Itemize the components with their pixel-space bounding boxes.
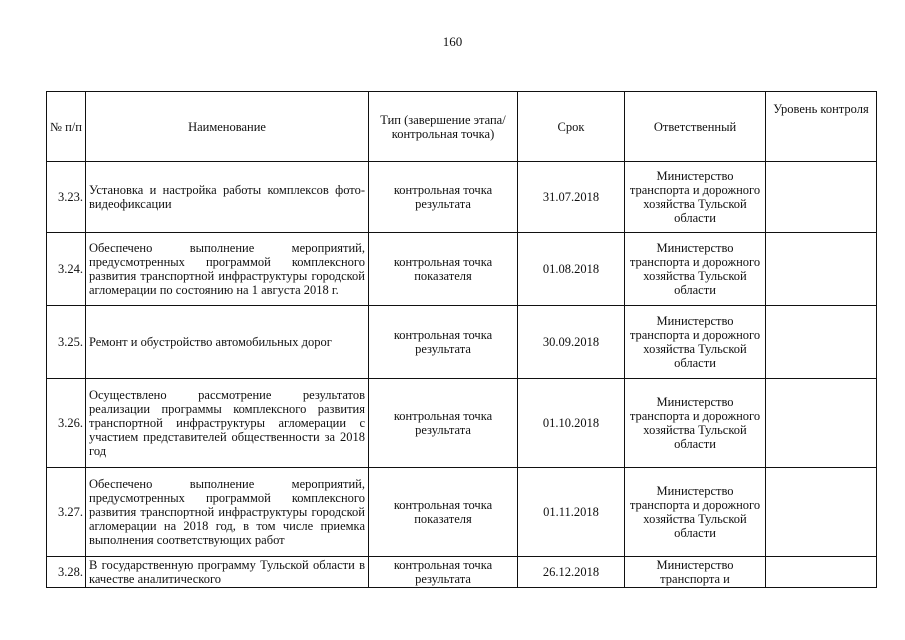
row-responsible-text: Министерство транспорта и (656, 558, 734, 586)
table-row (47, 233, 877, 306)
row-responsible: Министерство транспорта и дорожного хозяйства Тульской области (625, 233, 766, 306)
row-responsible (625, 557, 766, 588)
row-date: 31.07.2018 (518, 162, 625, 233)
row-level (766, 162, 877, 233)
header-responsible: Ответственный (625, 92, 766, 162)
row-level (766, 306, 877, 379)
row-type (369, 557, 518, 588)
row-name-text: В государственную программу Тульской области в качестве аналитического (89, 558, 365, 586)
row-name: Ремонт и обустройство автомобильных дорог (86, 306, 369, 379)
row-type: контрольная точка результата (369, 379, 518, 468)
row-num: 3.23. (47, 162, 86, 233)
row-responsible: Министерство транспорта и дорожного хозяйства Тульской области (625, 379, 766, 468)
row-level (766, 468, 877, 557)
row-level (766, 379, 877, 468)
row-responsible: Министерство транспорта и дорожного хозяйства Тульской области (625, 162, 766, 233)
activities-table (46, 91, 877, 588)
table-row (47, 306, 877, 379)
header-name: Наименование (86, 92, 369, 162)
table-row (47, 162, 877, 233)
row-num: 3.26. (47, 379, 86, 468)
row-name: Осуществлено рассмотрение результатов реализации программы комплексного развития транспортной инфраструктуры агломерации с участием представителей общественности за 2018 год (86, 379, 369, 468)
table-row (47, 557, 877, 588)
row-num: 3.25. (47, 306, 86, 379)
page-number: 160 (442, 34, 463, 49)
row-name: Обеспечено выполнение мероприятий, предусмотренных программой комплексного развития транспортной инфраструктуры городской агломерации по состоянию на 1 августа 2018 г. (86, 233, 369, 306)
row-type: контрольная точка показателя (369, 468, 518, 557)
row-type: контрольная точка показателя (369, 233, 518, 306)
row-type: контрольная точка результата (369, 162, 518, 233)
header-type: Тип (завершение этапа/контрольная точка) (369, 92, 518, 162)
row-name: Установка и настройка работы комплексов фото-видеофиксации (86, 162, 369, 233)
row-level (766, 233, 877, 306)
header-level: Уровень контроля (766, 92, 877, 162)
row-date: 01.10.2018 (518, 379, 625, 468)
row-num: 3.28. (47, 557, 86, 588)
row-num: 3.24. (47, 233, 86, 306)
row-level (766, 557, 877, 588)
row-num: 3.27. (47, 468, 86, 557)
row-date: 26.12.2018 (518, 557, 625, 588)
row-date: 01.11.2018 (518, 468, 625, 557)
row-name (86, 557, 369, 588)
row-type-text: контрольная точка результата (393, 558, 493, 586)
table-header-row (47, 92, 877, 162)
row-type: контрольная точка результата (369, 306, 518, 379)
row-date: 30.09.2018 (518, 306, 625, 379)
row-responsible: Министерство транспорта и дорожного хозяйства Тульской области (625, 306, 766, 379)
table-row (47, 468, 877, 557)
row-responsible: Министерство транспорта и дорожного хозяйства Тульской области (625, 468, 766, 557)
row-date: 01.08.2018 (518, 233, 625, 306)
header-num: № п/п (47, 92, 86, 162)
header-date: Срок (518, 92, 625, 162)
table-row (47, 379, 877, 468)
row-name: Обеспечено выполнение мероприятий, предусмотренных программой комплексного развития транспортной инфраструктуры городской агломерации на 2018 год, в том числе приемка выполнения соответствующих работ (86, 468, 369, 557)
